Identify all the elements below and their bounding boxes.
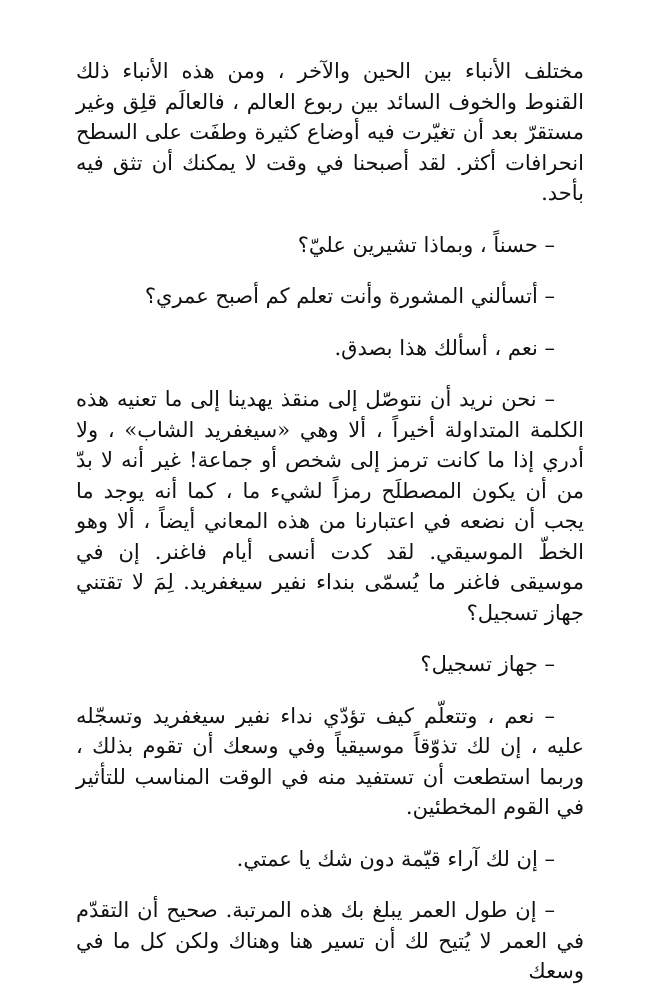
dialogue-line-5: – إن لك آراء قيّمة دون شك يا عمتي. — [236, 846, 555, 871]
book-page — [76, 56, 584, 987]
dialogue-line-3: – نعم ، أسألك هذا بصدق. — [334, 335, 555, 360]
dialogue-line-2: – أتسألني المشورة وأنت تعلم كم أصبح عمري؟ — [144, 284, 555, 308]
paragraph-1: مختلف الأنباء بين الحين والآخر ، ومن هذه الأنباء ذلك القنوط والخوف السائد بين ربوع العالم ، فالعالَم قلِق وغير مستقرّ بعد أن تغيّرت فيه أوضاع كثيرة وطفَت على السطح انحرافات أكثر. لقد أصبحنا في وقت لا يمكنك أن تثق فيه بأحد. — [76, 59, 584, 205]
dialogue-line-4: – جهاز تسجيل؟ — [420, 652, 555, 676]
paragraph-2: – نحن نريد أن نتوصّل إلى منقذ يهدينا إلى ما تعنيه هذه الكلمة المتداولة أخيراً ، ألا وهي «سيغفريد الشاب» ، ولا أدري إذا ما كانت ترمز إلى شخص أو جماعة! غير أنه لا بدّ من أن يكون المصطلَح رمزاً لشيء ما ، كما أنه يوجد ما يجب أن نضعه في اعتبارنا من هذه المعاني أيضاً ، ألا وهو الخطّ الموسيقي. لقد كدت أنسى أيام فاغنر. إن في موسيقى فاغنر ما يُسمّى بنداء نفير سيغفريد. لِمَ لا تقتني جهاز تسجيل؟ — [76, 387, 585, 625]
paragraph-3: – نعم ، وتتعلّم كيف تؤدّي نداء نفير سيغفريد وتسجّله عليه ، إن لك تذوّقاً موسيقياً وفي وسعك أن تقوم بذلك ، وربما استطعت أن تستفيد منه في الوقت المناسب للتأثير في القوم المخطئين. — [76, 703, 584, 819]
paragraph-4: – إن طول العمر يبلغ بك هذه المرتبة. صحيح أن التقدّم في العمر لا يُتيح لك أن تسير هنا وهناك ولكن كل ما في وسعك — [76, 898, 584, 983]
dialogue-line-1: – حسناً ، وبماذا تشيرين عليّ؟ — [297, 232, 555, 257]
